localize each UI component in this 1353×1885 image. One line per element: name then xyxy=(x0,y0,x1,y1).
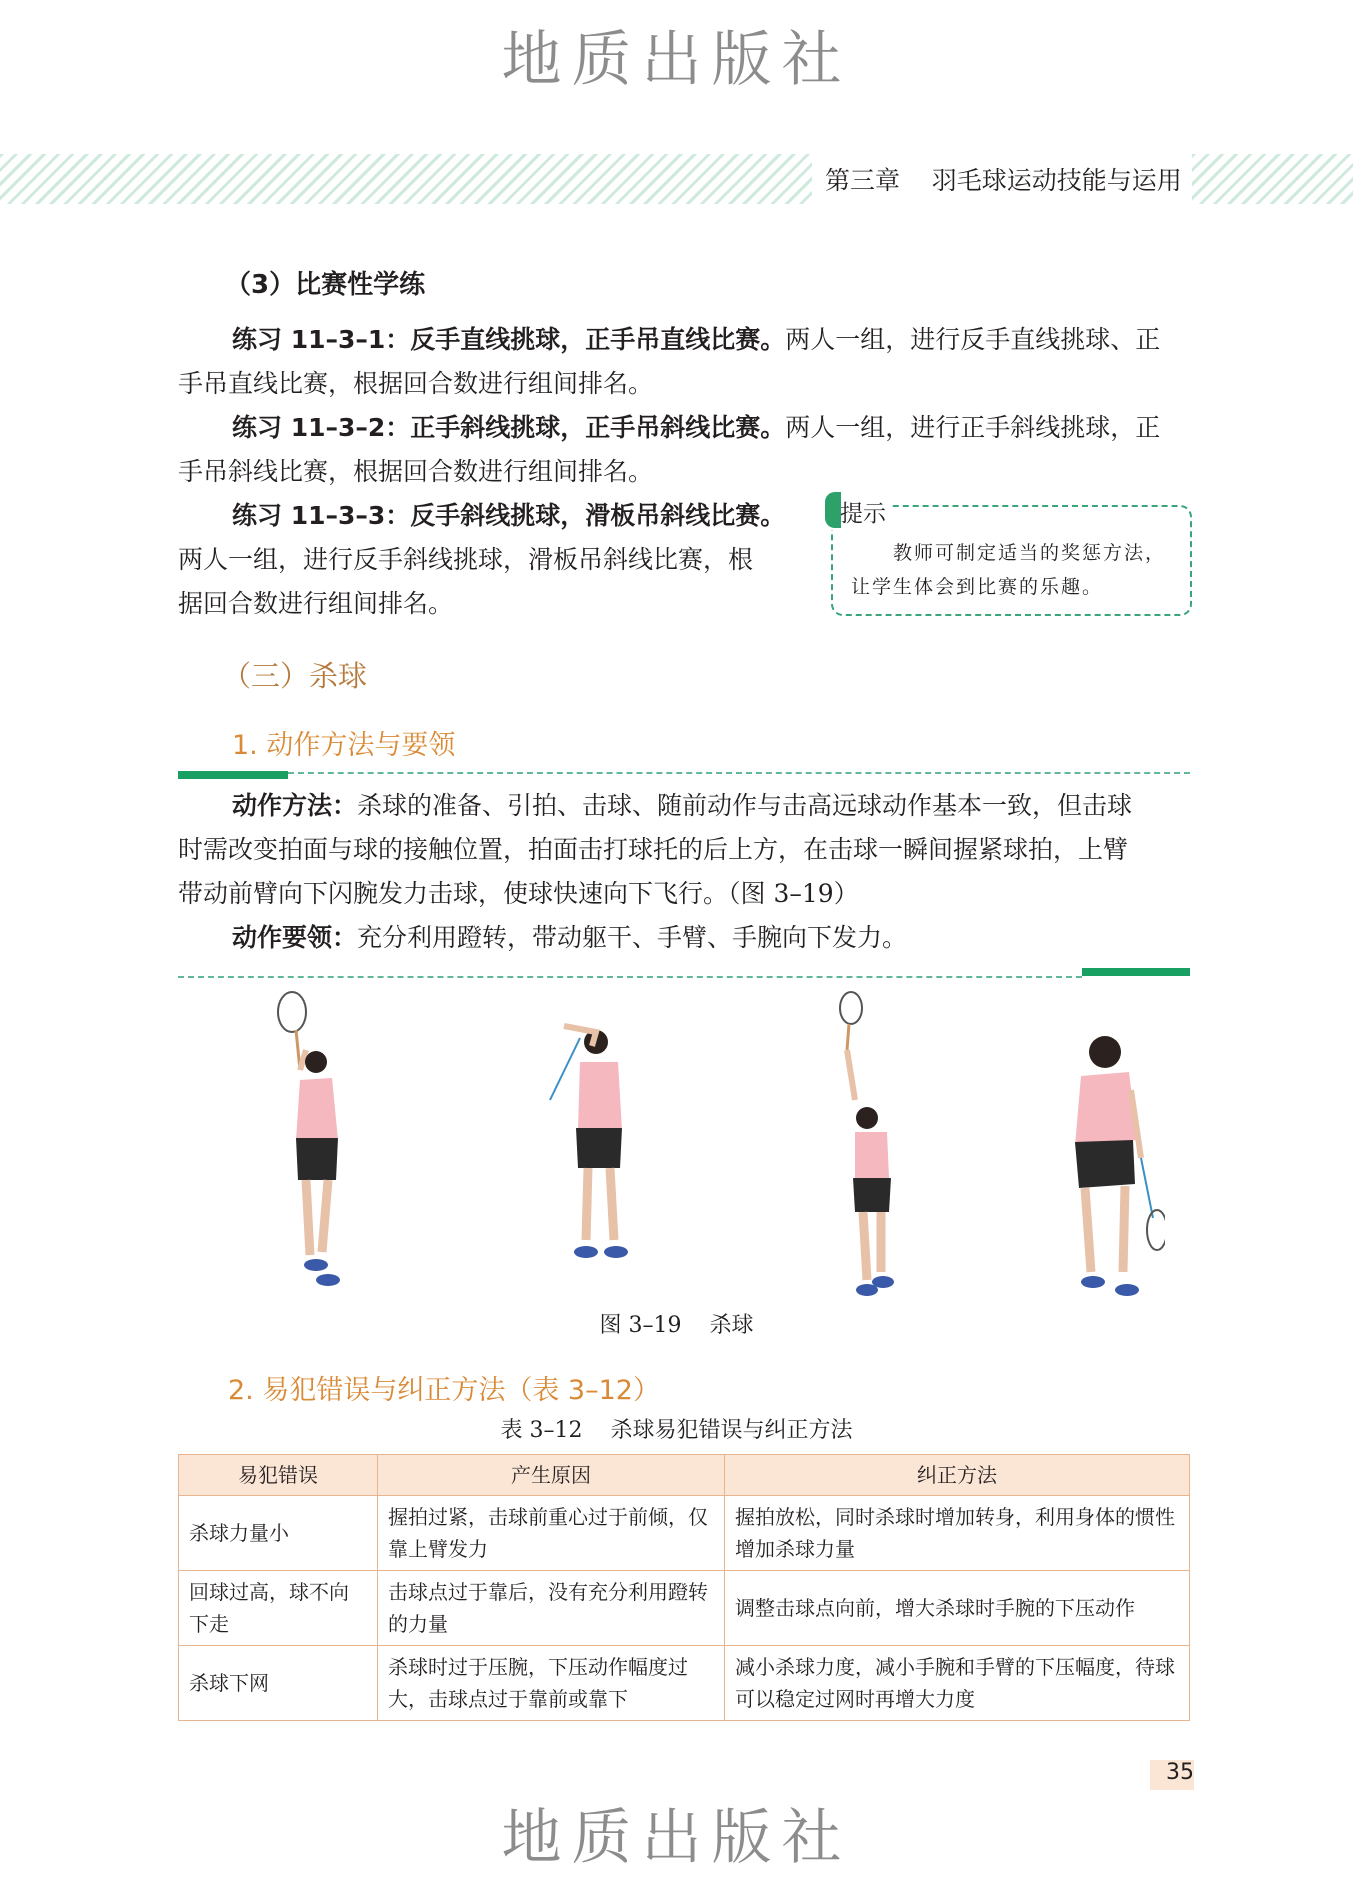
method-text-1: 杀球的准备、引拍、击球、随前动作与击高远球动作基本一致，但击球 xyxy=(357,791,1133,820)
smash-pose-4 xyxy=(1035,990,1165,1315)
exercise-2-text: 两人一组，进行正手斜线挑球，正 xyxy=(785,413,1161,442)
section-heading: （三）杀球 xyxy=(222,659,368,693)
method-label: 动作方法： xyxy=(232,791,358,820)
rule-dashed-top xyxy=(288,772,1190,774)
error-correction-table xyxy=(178,1454,1190,1721)
subsection-1-title: 1. 动作方法与要领 xyxy=(232,730,456,761)
cell-mistake: 回球过高，球不向下走 xyxy=(179,1571,378,1646)
tip-tag-decoration xyxy=(825,492,841,528)
tip-label: 提示 xyxy=(840,501,886,527)
exercise-3-label: 练习 11–3–3：反手斜线挑球，滑板吊斜线比赛。 xyxy=(232,501,786,530)
cell-cause: 杀球时过于压腕，下压动作幅度过大，击球点过于靠前或靠下 xyxy=(378,1646,725,1721)
header-band-left xyxy=(0,154,812,204)
smash-pose-2 xyxy=(530,990,650,1315)
subsection-2-title: 2. 易犯错误与纠正方法（表 3–12） xyxy=(228,1375,660,1406)
chapter-title: 第三章 羽毛球运动技能与运用 xyxy=(825,166,1182,195)
exercise-1-label: 练习 11–3–1：反手直线挑球，正手吊直线比赛。 xyxy=(232,325,786,354)
method-text-2: 时需改变拍面与球的接触位置，拍面击打球托的后上方，在击球一瞬间握紧球拍，上臂 xyxy=(178,835,1129,864)
table-header-row xyxy=(179,1455,1190,1496)
cell-correction: 减小杀球力度，减小手腕和手臂的下压幅度，待球可以稳定过网时再增大力度 xyxy=(725,1646,1190,1721)
rule-dashed-bottom xyxy=(178,976,1082,978)
tip-text xyxy=(851,536,1176,604)
smash-pose-3 xyxy=(815,990,925,1315)
page-number: 35 xyxy=(1150,1760,1194,1790)
rule-accent-bottom xyxy=(1082,968,1190,976)
cell-mistake: 杀球下网 xyxy=(179,1646,378,1721)
header-correction: 纠正方法 xyxy=(725,1455,1190,1496)
header-band-right xyxy=(1192,154,1353,204)
exercise-2-label: 练习 11–3–2：正手斜线挑球，正手吊斜线比赛。 xyxy=(232,413,786,442)
table-row xyxy=(179,1571,1190,1646)
cell-cause: 击球点过于靠后，没有充分利用蹬转的力量 xyxy=(378,1571,725,1646)
cell-correction: 调整击球点向前，增大杀球时手腕的下压动作 xyxy=(725,1571,1190,1646)
table-row xyxy=(179,1646,1190,1721)
exercise-3-text-2: 据回合数进行组间排名。 xyxy=(178,589,454,618)
smash-pose-1 xyxy=(270,990,380,1315)
watermark-top: 地质出版社 xyxy=(501,25,852,95)
exercise-1-text: 两人一组，进行反手直线挑球、正 xyxy=(785,325,1161,354)
key-text: 充分利用蹬转，带动躯干、手臂、手腕向下发力。 xyxy=(357,923,908,952)
cell-correction: 握拍放松，同时杀球时增加转身，利用身体的惯性增加杀球力量 xyxy=(725,1496,1190,1571)
key-label: 动作要领： xyxy=(232,923,358,952)
header-mistake: 易犯错误 xyxy=(179,1455,378,1496)
method-paragraph xyxy=(178,784,1190,960)
exercise-3 xyxy=(178,494,798,626)
table-row xyxy=(179,1496,1190,1571)
exercise-1 xyxy=(178,318,1190,406)
exercise-3-text: 两人一组，进行反手斜线挑球，滑板吊斜线比赛，根 xyxy=(178,545,754,574)
tip-tag xyxy=(825,490,889,530)
cell-mistake: 杀球力量小 xyxy=(179,1496,378,1571)
exercise-1-text-2: 手吊直线比赛，根据回合数进行组间排名。 xyxy=(178,369,654,398)
figure-caption: 图 3–19 杀球 xyxy=(599,1313,754,1338)
exercise-2-text-2: 手吊斜线比赛，根据回合数进行组间排名。 xyxy=(178,457,654,486)
exercise-2 xyxy=(178,406,1190,494)
header-cause: 产生原因 xyxy=(378,1455,725,1496)
method-text-3: 带动前臂向下闪腕发力击球，使球快速向下飞行。（图 3–19） xyxy=(178,879,859,908)
cell-cause: 握拍过紧，击球前重心过于前倾，仅靠上臂发力 xyxy=(378,1496,725,1571)
tip-text-body: 教师可制定适当的奖惩方法，让学生体会到比赛的乐趣。 xyxy=(851,542,1167,598)
subsection-title: （3）比赛性学练 xyxy=(225,270,426,300)
rule-accent-top xyxy=(178,771,288,779)
watermark-bottom: 地质出版社 xyxy=(501,1803,852,1873)
table-caption: 表 3–12 杀球易犯错误与纠正方法 xyxy=(500,1418,853,1443)
